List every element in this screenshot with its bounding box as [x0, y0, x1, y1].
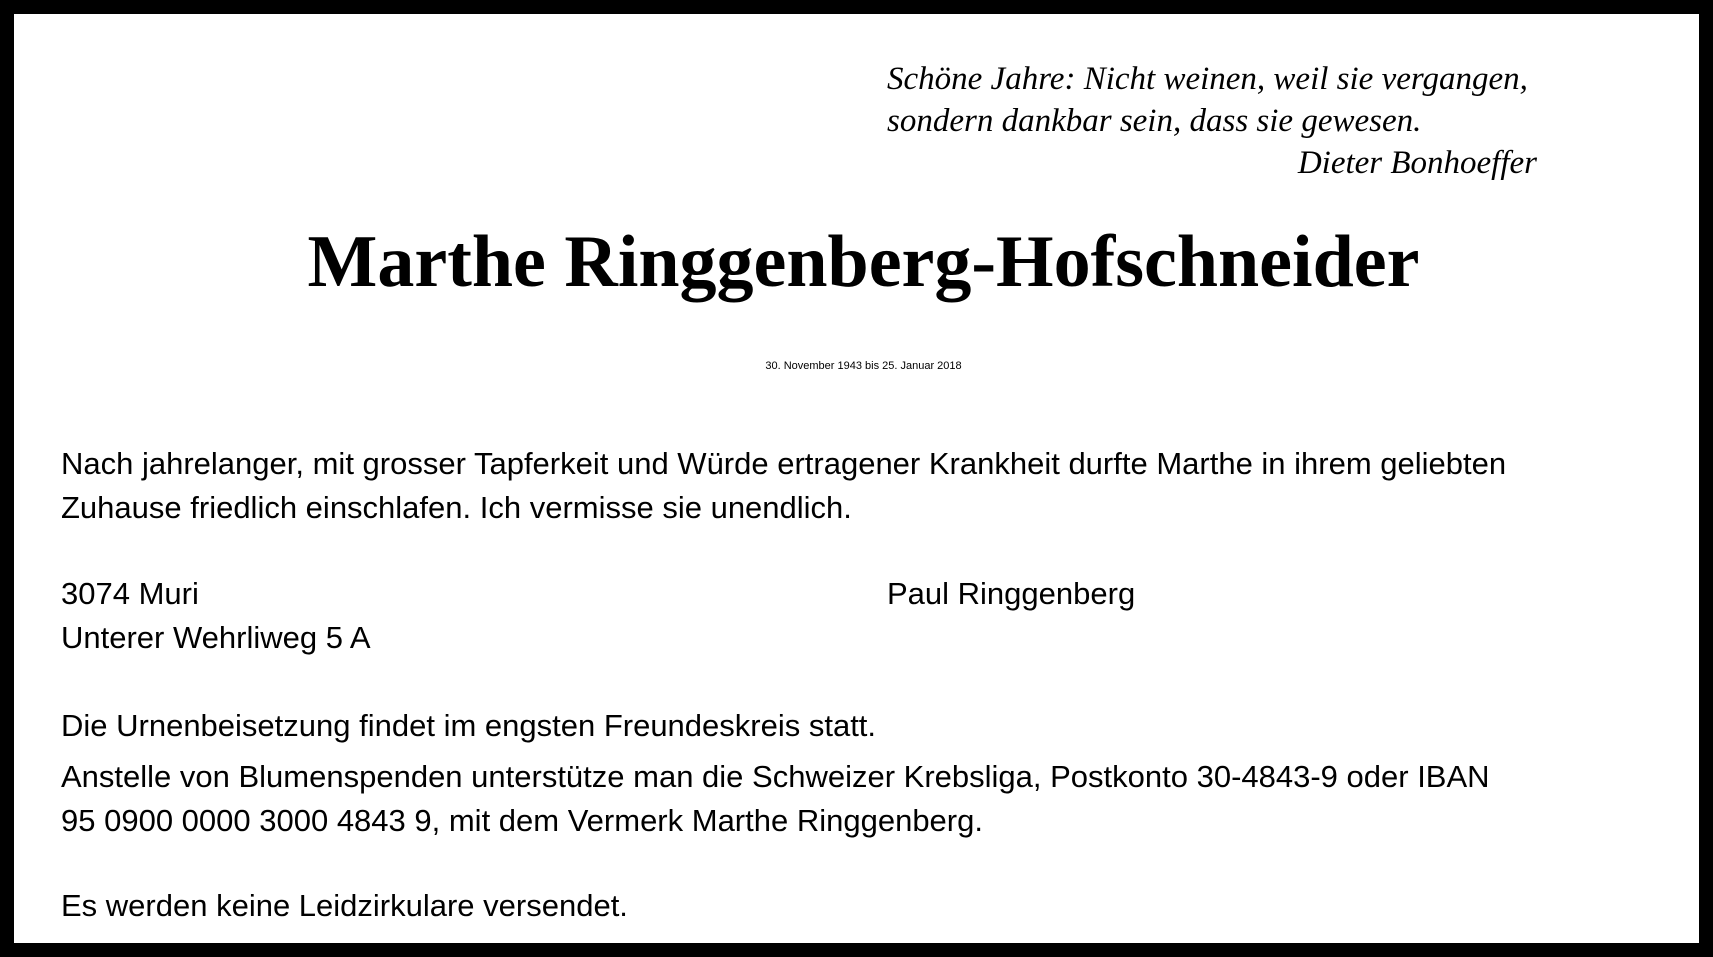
circulars-notice: Es werden keine Leidzirkulare versendet.: [61, 888, 628, 923]
address-city: 3074 Muri: [61, 576, 199, 611]
mourner-name: Paul Ringgenberg: [887, 576, 1136, 611]
donation-line-2: 95 0900 0000 3000 4843 9, mit dem Vermerk Marthe Ringgenberg.: [61, 803, 983, 838]
address-street: Unterer Wehrliweg 5 A: [61, 620, 371, 655]
quote-author: Dieter Bonhoeffer: [1297, 145, 1537, 181]
quote-line-2: sondern dankbar sein, dass sie gewesen.: [887, 103, 1422, 139]
message-line-2: Zuhause friedlich einschlafen. Ich vermisse sie unendlich.: [61, 490, 852, 525]
message-line-1: Nach jahrelanger, mit grosser Tapferkeit und Würde ertragener Krankheit durfte Marthe in ihrem geliebten: [61, 446, 1507, 481]
quote-line-1: Schöne Jahre: Nicht weinen, weil sie vergangen,: [887, 61, 1528, 97]
donation-line-1: Anstelle von Blumenspenden unterstütze man die Schweizer Krebsliga, Postkonto 30-4843-9 oder IBAN: [61, 759, 1490, 794]
life-dates: 30. November 1943 bis 25. Januar 2018: [765, 360, 962, 372]
burial-notice: Die Urnenbeisetzung findet im engsten Freundeskreis statt.: [61, 708, 877, 743]
deceased-name: Marthe Ringgenberg-Hofschneider: [307, 221, 1420, 303]
